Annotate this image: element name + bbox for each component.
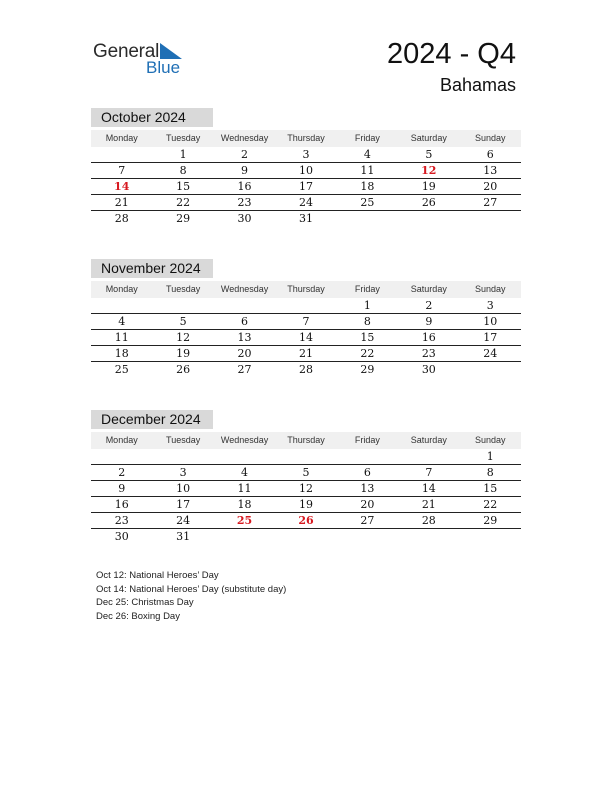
- day-cell: 18: [237, 498, 252, 511]
- day-cell: 12: [421, 164, 437, 177]
- weekday-label: Monday: [105, 284, 138, 294]
- weekday-label: Friday: [354, 284, 380, 294]
- day-cell: 4: [241, 466, 249, 479]
- logo-flag-icon: [160, 43, 182, 59]
- week-row: [91, 481, 521, 497]
- day-cell: 10: [483, 315, 498, 328]
- month-calendar: [91, 259, 521, 378]
- weekday-label: Friday: [354, 133, 380, 143]
- weekday-header-row: [91, 432, 521, 449]
- holiday-note: Dec 25: Christmas Day: [96, 597, 194, 608]
- day-cell: 25: [114, 363, 129, 376]
- day-cell: 14: [114, 180, 130, 193]
- day-cell: 11: [237, 482, 252, 495]
- week-row: [91, 330, 521, 346]
- day-cell: 12: [176, 331, 191, 344]
- day-cell: [337, 211, 398, 227]
- logo: [93, 41, 203, 81]
- week-row: [91, 465, 521, 481]
- day-cell: 5: [179, 315, 187, 328]
- week-row: [91, 163, 521, 179]
- day-cell: 25: [236, 514, 253, 527]
- day-cell: 18: [114, 347, 129, 360]
- day-cell: 30: [421, 363, 436, 376]
- day-cell: 14: [421, 482, 436, 495]
- day-cell: 30: [114, 530, 129, 543]
- day-cell: 23: [114, 514, 129, 527]
- day-cell: 21: [114, 196, 129, 209]
- day-cell: 6: [241, 315, 249, 328]
- weekday-label: Monday: [105, 133, 138, 143]
- weekday-label: Tuesday: [166, 284, 201, 294]
- day-cell: 27: [360, 514, 375, 527]
- day-cell: 21: [421, 498, 436, 511]
- day-cell: 22: [176, 196, 191, 209]
- week-row: [91, 513, 521, 529]
- weekday-label: Thursday: [287, 435, 325, 445]
- day-cell: [91, 449, 152, 464]
- day-cell: 11: [360, 164, 375, 177]
- day-cell: [91, 147, 152, 162]
- day-cell: 7: [302, 315, 310, 328]
- day-cell: 16: [421, 331, 436, 344]
- day-cell: 26: [298, 514, 314, 527]
- day-cell: 7: [425, 466, 433, 479]
- day-cell: 31: [176, 530, 191, 543]
- day-cell: 27: [237, 363, 252, 376]
- weekday-label: Wednesday: [220, 133, 269, 143]
- day-cell: [214, 449, 275, 464]
- logo-word-general: General: [93, 41, 160, 62]
- week-row: [91, 211, 521, 227]
- weekday-label: Thursday: [287, 284, 325, 294]
- day-cell: [275, 298, 336, 313]
- day-cell: 19: [176, 347, 191, 360]
- day-cell: [398, 529, 459, 545]
- day-cell: 17: [176, 498, 191, 511]
- week-row: [91, 179, 521, 195]
- day-cell: 3: [179, 466, 187, 479]
- day-cell: 5: [425, 148, 433, 161]
- day-cell: 11: [114, 331, 129, 344]
- day-cell: 18: [360, 180, 375, 193]
- day-cell: 4: [363, 148, 371, 161]
- day-cell: 10: [298, 164, 313, 177]
- week-row: [91, 298, 521, 314]
- day-cell: [214, 298, 275, 313]
- day-cell: 9: [241, 164, 249, 177]
- day-cell: 16: [114, 498, 129, 511]
- day-cell: 29: [360, 363, 375, 376]
- day-cell: [460, 211, 521, 227]
- day-cell: 1: [486, 450, 494, 463]
- week-row: [91, 362, 521, 378]
- day-cell: 29: [176, 212, 191, 225]
- day-cell: 4: [118, 315, 126, 328]
- holiday-notes: [96, 569, 286, 623]
- logo-word-blue: Blue: [146, 58, 181, 77]
- day-cell: 21: [298, 347, 313, 360]
- weekday-label: Monday: [105, 435, 138, 445]
- day-cell: [337, 449, 398, 464]
- country-name: Bahamas: [439, 75, 516, 95]
- month-calendar: [91, 108, 521, 227]
- day-cell: 19: [298, 498, 313, 511]
- week-row: [91, 529, 521, 545]
- weekday-label: Sunday: [474, 435, 506, 445]
- month-title: December 2024: [91, 410, 213, 429]
- week-row: [91, 346, 521, 362]
- day-cell: 24: [483, 347, 498, 360]
- weekday-header-row: [91, 130, 521, 147]
- month-title: October 2024: [91, 108, 213, 127]
- weekday-label: Tuesday: [166, 435, 201, 445]
- day-cell: 7: [118, 164, 126, 177]
- day-cell: 14: [298, 331, 313, 344]
- day-cell: 19: [421, 180, 436, 193]
- day-cell: 9: [118, 482, 126, 495]
- day-cell: 2: [241, 148, 249, 161]
- week-row: [91, 195, 521, 211]
- day-cell: 9: [425, 315, 433, 328]
- day-cell: 15: [176, 180, 191, 193]
- weekday-label: Thursday: [287, 133, 325, 143]
- day-cell: [91, 298, 152, 313]
- weekday-label: Wednesday: [220, 435, 269, 445]
- day-cell: 6: [486, 148, 494, 161]
- week-row: [91, 497, 521, 513]
- day-cell: 3: [486, 299, 494, 312]
- day-cell: [275, 449, 336, 464]
- day-cell: 5: [302, 466, 310, 479]
- day-cell: 13: [360, 482, 375, 495]
- holiday-note: Oct 14: National Heroes’ Day (substitute day): [96, 583, 287, 595]
- day-cell: 20: [237, 347, 252, 360]
- day-cell: 16: [237, 180, 252, 193]
- day-cell: 28: [421, 514, 436, 527]
- day-cell: 30: [237, 212, 252, 225]
- weekday-label: Sunday: [474, 284, 506, 294]
- day-cell: 27: [483, 196, 498, 209]
- day-cell: 23: [421, 347, 436, 360]
- day-cell: [152, 298, 213, 313]
- day-cell: 6: [363, 466, 371, 479]
- day-cell: 8: [486, 466, 494, 479]
- day-cell: 3: [302, 148, 310, 161]
- day-cell: 29: [483, 514, 498, 527]
- day-cell: 31: [298, 212, 313, 225]
- day-cell: 23: [237, 196, 252, 209]
- day-cell: 20: [360, 498, 375, 511]
- month-calendar: [91, 410, 521, 545]
- weekday-label: Sunday: [474, 133, 506, 143]
- day-cell: 25: [360, 196, 375, 209]
- day-cell: 1: [363, 299, 371, 312]
- weekday-label: Saturday: [410, 284, 447, 294]
- weekday-label: Tuesday: [166, 133, 201, 143]
- day-cell: 2: [425, 299, 433, 312]
- day-cell: 26: [421, 196, 436, 209]
- week-row: [91, 449, 521, 465]
- day-cell: 20: [483, 180, 498, 193]
- day-cell: 13: [483, 164, 498, 177]
- day-cell: [275, 529, 336, 545]
- day-cell: 8: [179, 164, 187, 177]
- day-cell: 28: [114, 212, 129, 225]
- day-cell: 2: [118, 466, 126, 479]
- day-cell: [460, 529, 521, 545]
- month-title: November 2024: [91, 259, 213, 278]
- weekday-label: Saturday: [410, 435, 447, 445]
- weekday-label: Friday: [354, 435, 380, 445]
- day-cell: [337, 529, 398, 545]
- day-cell: [460, 362, 521, 378]
- weekday-label: Wednesday: [220, 284, 269, 294]
- day-cell: 26: [176, 363, 191, 376]
- day-cell: [398, 211, 459, 227]
- day-cell: 24: [176, 514, 191, 527]
- day-cell: 22: [360, 347, 375, 360]
- day-cell: 13: [237, 331, 252, 344]
- day-cell: 8: [363, 315, 371, 328]
- holiday-note: Dec 26: Boxing Day: [96, 610, 180, 622]
- holiday-note: Oct 12: National Heroes’ Day: [96, 570, 219, 581]
- day-cell: 22: [483, 498, 498, 511]
- day-cell: 24: [298, 196, 313, 209]
- day-cell: 17: [483, 331, 498, 344]
- day-cell: 10: [176, 482, 191, 495]
- day-cell: [214, 529, 275, 545]
- weekday-header-row: [91, 281, 521, 298]
- day-cell: 15: [360, 331, 375, 344]
- weekday-label: Saturday: [410, 133, 447, 143]
- day-cell: 28: [298, 363, 313, 376]
- day-cell: [398, 449, 459, 464]
- day-cell: 15: [483, 482, 498, 495]
- day-cell: 12: [298, 482, 313, 495]
- day-cell: [152, 449, 213, 464]
- day-cell: 17: [298, 180, 313, 193]
- week-row: [91, 314, 521, 330]
- week-row: [91, 147, 521, 163]
- quarter-title: 2024 - Q4: [387, 38, 516, 70]
- day-cell: 1: [179, 148, 187, 161]
